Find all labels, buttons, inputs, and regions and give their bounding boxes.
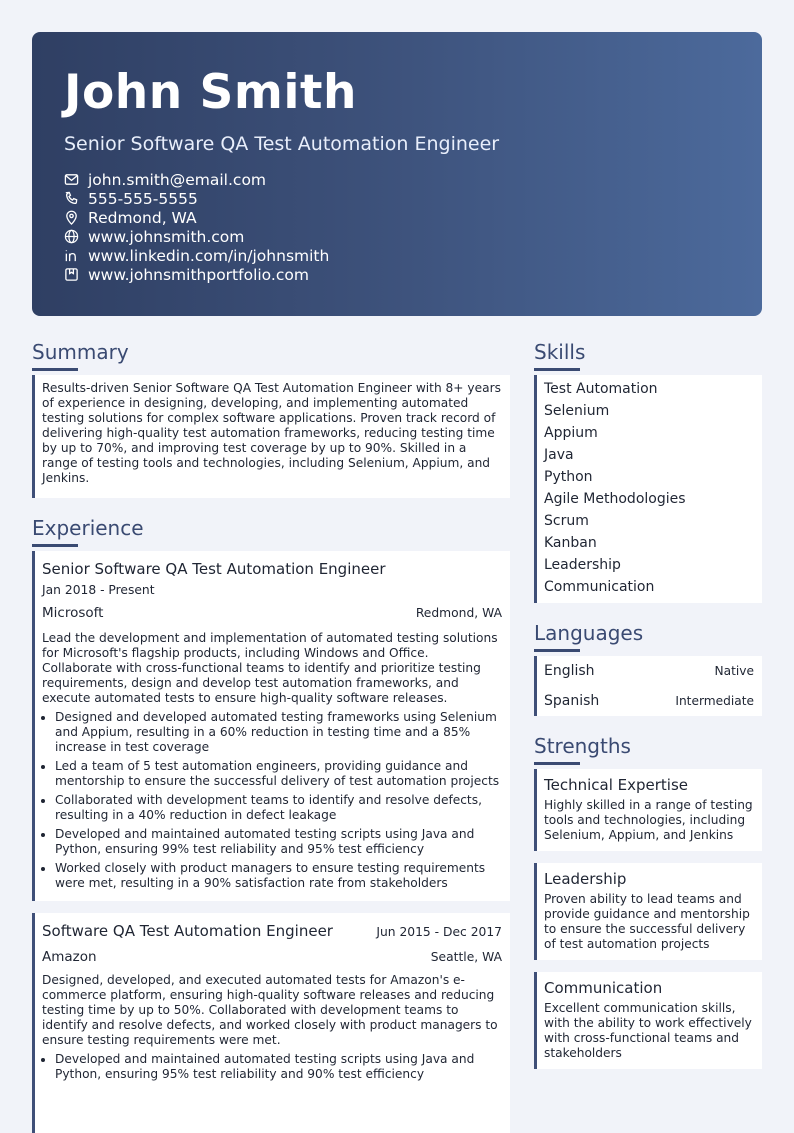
resume-header — [32, 32, 762, 316]
section-divider — [534, 762, 580, 765]
strength-title: Communication — [544, 979, 663, 997]
contact-website[interactable] — [64, 227, 730, 246]
main-column — [32, 338, 510, 1133]
skill-item: Python — [544, 469, 593, 485]
strength-description: Highly skilled in a range of testing tools and technologies, including Selenium, Appium, and Jenkins — [544, 798, 753, 842]
job-title-row — [42, 919, 502, 941]
skill-item: Scrum — [544, 513, 589, 529]
skills-heading: Skills — [534, 340, 586, 364]
strength-description: Excellent communication skills, with the ability to work effectively with cross-functional teams and stakeholders — [544, 1001, 752, 1060]
strength-card — [534, 863, 762, 960]
skill-item: Kanban — [544, 535, 597, 551]
job-location: Redmond, WA — [415, 606, 502, 620]
languages-heading: Languages — [534, 621, 644, 645]
skill-item: Communication — [544, 579, 655, 595]
job-location: Seattle, WA — [430, 950, 502, 964]
strength-card — [534, 769, 762, 851]
job-achievements — [42, 1052, 502, 1082]
language-level: Native — [714, 664, 754, 678]
list-item: • Led a team of 5 test automation engineers, providing guidance and mentorship to ensure the successful delivery of test automation projects — [55, 759, 502, 789]
section-divider — [32, 368, 78, 371]
email-icon — [64, 172, 79, 187]
skills-card — [534, 375, 762, 603]
summary-card — [32, 375, 510, 498]
list-item: • Developed and maintained automated testing scripts using Java and Python, ensuring 95% test reliability and 90% test efficiency — [55, 1052, 502, 1082]
list-item: • Developed and maintained automated testing scripts using Java and Python, ensuring 99% test reliability and 95% test efficiency — [55, 827, 502, 857]
linkedin-icon — [64, 248, 79, 263]
language-item — [534, 686, 762, 716]
job-dates: Jun 2015 - Dec 2017 — [376, 925, 502, 939]
candidate-title: Senior Software QA Test Automation Engineer — [64, 133, 500, 155]
email-text: john.smith@email.com — [88, 170, 267, 189]
summary-text: Results-driven Senior Software QA Test Automation Engineer with 8+ years of experience in designing, developing, and implementing automated testing solutions for complex software applications. Proven track record of delivering high-quality test automation frameworks, reducing testing time by up to 70%, and improving test coverage by up to 90%. Skilled in a range of testing tools and technologies, including Selenium, Appium, and Jenkins. — [42, 381, 501, 485]
job-company-row — [42, 947, 502, 967]
skill-item: Appium — [544, 425, 598, 441]
language-level: Intermediate — [675, 694, 754, 708]
list-item: • Collaborated with development teams to identify and resolve defects, resulting in a 40% reduction in defect leakage — [55, 793, 502, 823]
job-title: Senior Software QA Test Automation Engineer — [42, 560, 386, 578]
language-item — [534, 656, 762, 686]
linkedin-text: www.linkedin.com/in/johnsmith — [88, 246, 330, 265]
company-name: Amazon — [42, 949, 97, 965]
language-name: Spanish — [544, 693, 600, 709]
job-title: Software QA Test Automation Engineer — [42, 922, 333, 940]
contact-email[interactable] — [64, 170, 730, 189]
section-divider — [32, 544, 78, 547]
job-entry — [32, 551, 510, 901]
strength-title: Technical Expertise — [544, 776, 689, 794]
skill-item: Agile Methodologies — [544, 491, 686, 507]
contact-portfolio[interactable] — [64, 265, 730, 284]
phone-icon — [64, 191, 79, 206]
job-dates: Jan 2018 - Present — [42, 583, 155, 597]
skill-item: Test Automation — [544, 381, 658, 397]
list-item: • Worked closely with product managers to ensure testing requirements were met, resulting in a 90% satisfaction rate from stakeholders — [55, 861, 502, 891]
website-text: www.johnsmith.com — [88, 227, 245, 246]
skill-item: Selenium — [544, 403, 610, 419]
job-description: Designed, developed, and executed automated tests for Amazon's e-commerce platform, ensuring high-quality software releases and reducing testing time by up to 50%. Collaborated with development teams to identify and resolve defects, and worked closely with product managers to ensure testing requirements were met. — [42, 973, 498, 1047]
experience-heading: Experience — [32, 516, 144, 540]
job-description: Lead the development and implementation of automated testing solutions for Microsoft's flagship products, including Windows and Office. Collaborate with cross-functional teams to identify and prioritize testing requirements, design and develop test automation frameworks, and execute automated tests to ensure high-quality software releases. — [42, 631, 498, 705]
location-text: Redmond, WA — [88, 208, 197, 227]
list-item: • Designed and developed automated testing frameworks using Selenium and Appium, resulting in a 60% reduction in testing time and a 85% increase in test coverage — [55, 710, 502, 755]
contact-list — [64, 170, 730, 284]
sidebar-column — [534, 338, 762, 1069]
contact-phone[interactable] — [64, 189, 730, 208]
section-divider — [534, 649, 580, 652]
portfolio-text: www.johnsmithportfolio.com — [88, 265, 309, 284]
globe-icon — [64, 229, 79, 244]
phone-text: 555-555-5555 — [88, 189, 198, 208]
skill-item: Leadership — [544, 557, 621, 573]
job-achievements — [42, 710, 502, 891]
strength-description: Proven ability to lead teams and provide guidance and mentorship to ensure the successful delivery of test automation projects — [544, 892, 750, 951]
strength-card — [534, 972, 762, 1069]
contact-location — [64, 208, 730, 227]
company-name: Microsoft — [42, 605, 104, 621]
job-company-row — [42, 603, 502, 623]
contact-linkedin[interactable] — [64, 246, 730, 265]
strength-title: Leadership — [544, 870, 627, 888]
strengths-heading: Strengths — [534, 734, 631, 758]
skill-item: Java — [544, 447, 574, 463]
candidate-name: John Smith — [64, 65, 357, 120]
location-pin-icon — [64, 210, 79, 225]
language-name: English — [544, 663, 595, 679]
portfolio-icon — [64, 267, 79, 282]
job-entry — [32, 913, 510, 1133]
summary-heading: Summary — [32, 340, 129, 364]
section-divider — [534, 368, 580, 371]
